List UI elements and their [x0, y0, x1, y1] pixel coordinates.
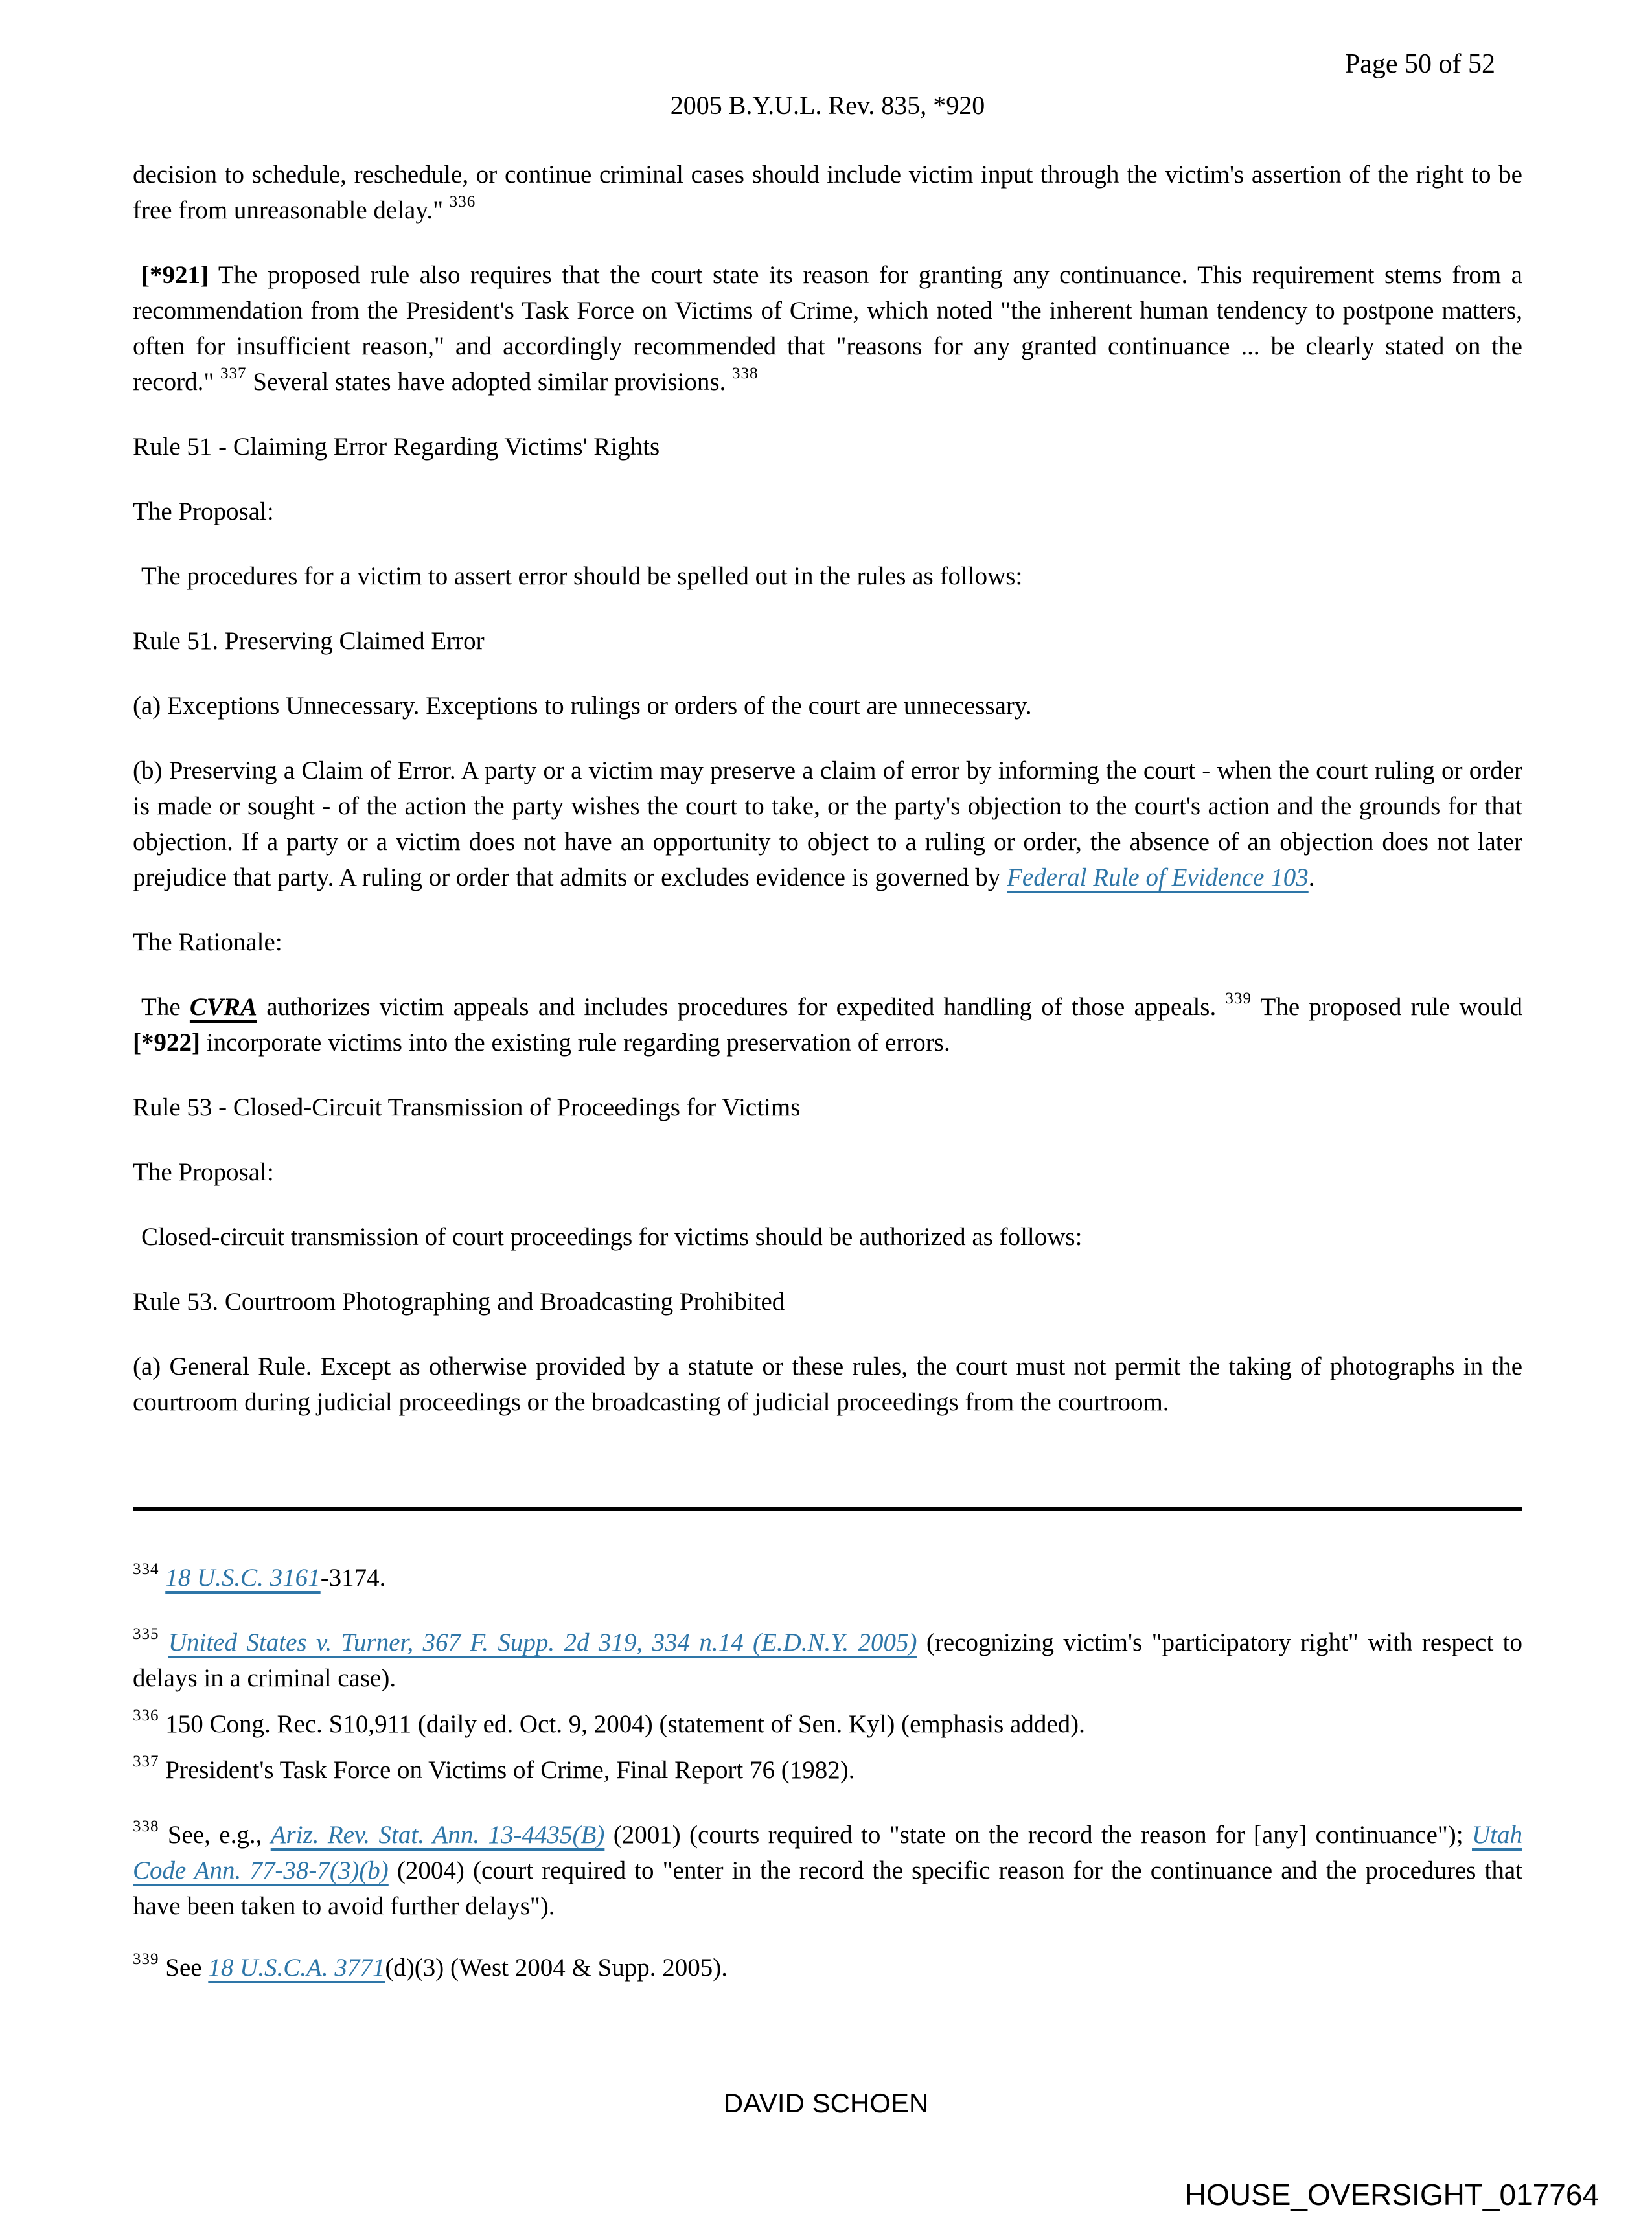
bold-run: [*921] — [141, 261, 209, 289]
footnote-ref: 338 — [732, 365, 759, 382]
footnote-ref: 339 — [1225, 990, 1252, 1007]
footnote-ref: 336 — [133, 1707, 159, 1724]
label-proposal-2 — [133, 1154, 1522, 1190]
para-continuance — [133, 157, 1522, 228]
footnote-336 — [133, 1706, 1522, 1742]
text-run — [159, 1629, 168, 1656]
text-run: Closed-circuit transmission of court proceedings for victims should be authorized as follows: — [141, 1223, 1083, 1251]
para-closed-circuit — [133, 1219, 1522, 1255]
cvra-link: CVRA — [189, 993, 257, 1021]
text-run: Several states have adopted similar provisions. — [246, 368, 733, 396]
text-run: The Rationale: — [133, 928, 282, 956]
para-exceptions-unnecessary — [133, 688, 1522, 724]
text-run: The procedures for a victim to assert error should be spelled out in the rules as follows: — [141, 562, 1023, 590]
text-run: See — [159, 1954, 209, 1982]
text-run: (2001) (courts required to "state on the record the reason for [any] continuance"); — [604, 1821, 1472, 1849]
text-run: (a) General Rule. Except as otherwise provided by a statute or these rules, the court must not permit the taking of photographs in the courtroom during judicial proceedings or the broadcasting of judicial proceedings from the courtroom. — [133, 1353, 1522, 1416]
label-proposal-1 — [133, 494, 1522, 529]
heading-rule-51-preserving — [133, 623, 1522, 659]
footnote-334 — [133, 1560, 1522, 1595]
text-run: The Proposal: — [133, 497, 274, 525]
footnote-ref: 338 — [133, 1818, 159, 1835]
footnote-337 — [133, 1752, 1522, 1788]
footnote-339 — [133, 1950, 1522, 1985]
document-body — [133, 157, 1522, 1420]
footnote-ref: 336 — [449, 193, 476, 211]
citation-link[interactable]: 18 U.S.C.A. 3771 — [208, 1954, 385, 1982]
footnote-ref: 337 — [133, 1753, 159, 1770]
text-run: Rule 51 - Claiming Error Regarding Victims' Rights — [133, 433, 660, 461]
text-run: (d)(3) (West 2004 & Supp. 2005). — [385, 1954, 728, 1982]
heading-rule-53 — [133, 1090, 1522, 1125]
citation-link[interactable]: 18 U.S.C. 3161 — [165, 1564, 321, 1592]
citation-link[interactable]: Ariz. Rev. Stat. Ann. 13-4435(B) — [270, 1821, 605, 1849]
para-cvra — [133, 989, 1522, 1060]
label-rationale — [133, 924, 1522, 960]
footnote-ref: 334 — [133, 1560, 159, 1578]
text-run: The Proposal: — [133, 1158, 274, 1186]
para-preserving-claim — [133, 753, 1522, 895]
text-run: (b) Preserving a Claim of Error. A party or a victim may preserve a claim of error by informing the court - when the court ruling or order is made or sought - of the action the party wishes the court to take, or the party's objection to the court's action and the grounds for that objection. If a party or a victim does not have an opportunity to object to a ruling or order, the absence of an objection does not later prejudice that party. A ruling or order that admits or excludes evidence is governed by — [133, 757, 1522, 891]
bates-number: HOUSE_OVERSIGHT_017764 — [1184, 2178, 1599, 2212]
text-run: (2004) (court required to "enter in the record the specific reason for the continuance and the procedures that have been taken to avoid further delays"). — [133, 1857, 1523, 1920]
document-citation: 2005 B.Y.U.L. Rev. 835, *920 — [670, 91, 985, 120]
bold-run: [*922] — [133, 1029, 200, 1057]
para-procedures — [133, 558, 1522, 594]
footnote-338 — [133, 1817, 1522, 1924]
text-run: . — [1308, 863, 1315, 891]
text-run: -3174. — [320, 1564, 386, 1592]
page-indicator: Page 50 of 52 — [1344, 49, 1495, 79]
text-run: Rule 53 - Closed-Circuit Transmission of Proceedings for Victims — [133, 1093, 801, 1121]
citation-link[interactable]: Federal Rule of Evidence 103 — [1007, 863, 1309, 891]
text-run: The proposed rule also requires that the court state its reason for granting any continuance. This requirement stems from a recommendation from the President's Task Force on Victims of Crime, which noted "the inherent human tendency to postpone matters, often for insufficient reason," and accordingly recommended that "reasons for any granted continuance ... be clearly stated on the record." — [133, 261, 1522, 396]
footnote-ref: 335 — [133, 1625, 159, 1643]
text-run: incorporate victims into the existing rule regarding preservation of errors. — [200, 1029, 950, 1057]
text-run — [159, 1564, 166, 1592]
text-run: (recognizing victim's "participatory right" with respect to delays in a criminal case). — [133, 1629, 1522, 1692]
page-content — [133, 47, 1522, 1985]
text-run: The proposed rule would — [1251, 993, 1522, 1021]
citation-link[interactable]: United States v. Turner, 367 F. Supp. 2d 319, 334 n.14 (E.D.N.Y. 2005) — [168, 1629, 917, 1656]
text-run: President's Task Force on Victims of Crime, Final Report 76 (1982). — [159, 1756, 855, 1784]
text-run: 150 Cong. Rec. S10,911 (daily ed. Oct. 9, 2004) (statement of Sen. Kyl) (emphasis added). — [159, 1710, 1085, 1738]
para-921 — [133, 257, 1522, 400]
text-run: The — [141, 993, 190, 1021]
heading-rule-51 — [133, 429, 1522, 464]
footnotes-section — [133, 1560, 1522, 1985]
para-general-rule — [133, 1349, 1522, 1420]
heading-rule-53-courtroom — [133, 1284, 1522, 1320]
text-run: authorizes victim appeals and includes procedures for expedited handling of those appeals. — [257, 993, 1226, 1021]
text-run: decision to schedule, reschedule, or continue criminal cases should include victim input through the victim's assertion of the right to be free from unreasonable delay." — [133, 161, 1522, 224]
author-name: DAVID SCHOEN — [723, 2088, 929, 2118]
text-run: (a) Exceptions Unnecessary. Exceptions to rulings or orders of the court are unnecessary. — [133, 692, 1032, 720]
footnote-ref: 337 — [220, 365, 247, 382]
citation-link[interactable]: Utah Code Ann. 77-38-7(3)(b) — [133, 1821, 1522, 1884]
footnote-ref: 339 — [133, 1950, 159, 1968]
text-run: See, e.g., — [159, 1821, 271, 1849]
text-run: Rule 51. Preserving Claimed Error — [133, 627, 485, 655]
text-run: Rule 53. Courtroom Photographing and Broadcasting Prohibited — [133, 1288, 785, 1316]
footnote-335 — [133, 1625, 1522, 1696]
footnote-separator — [133, 1507, 1522, 1511]
